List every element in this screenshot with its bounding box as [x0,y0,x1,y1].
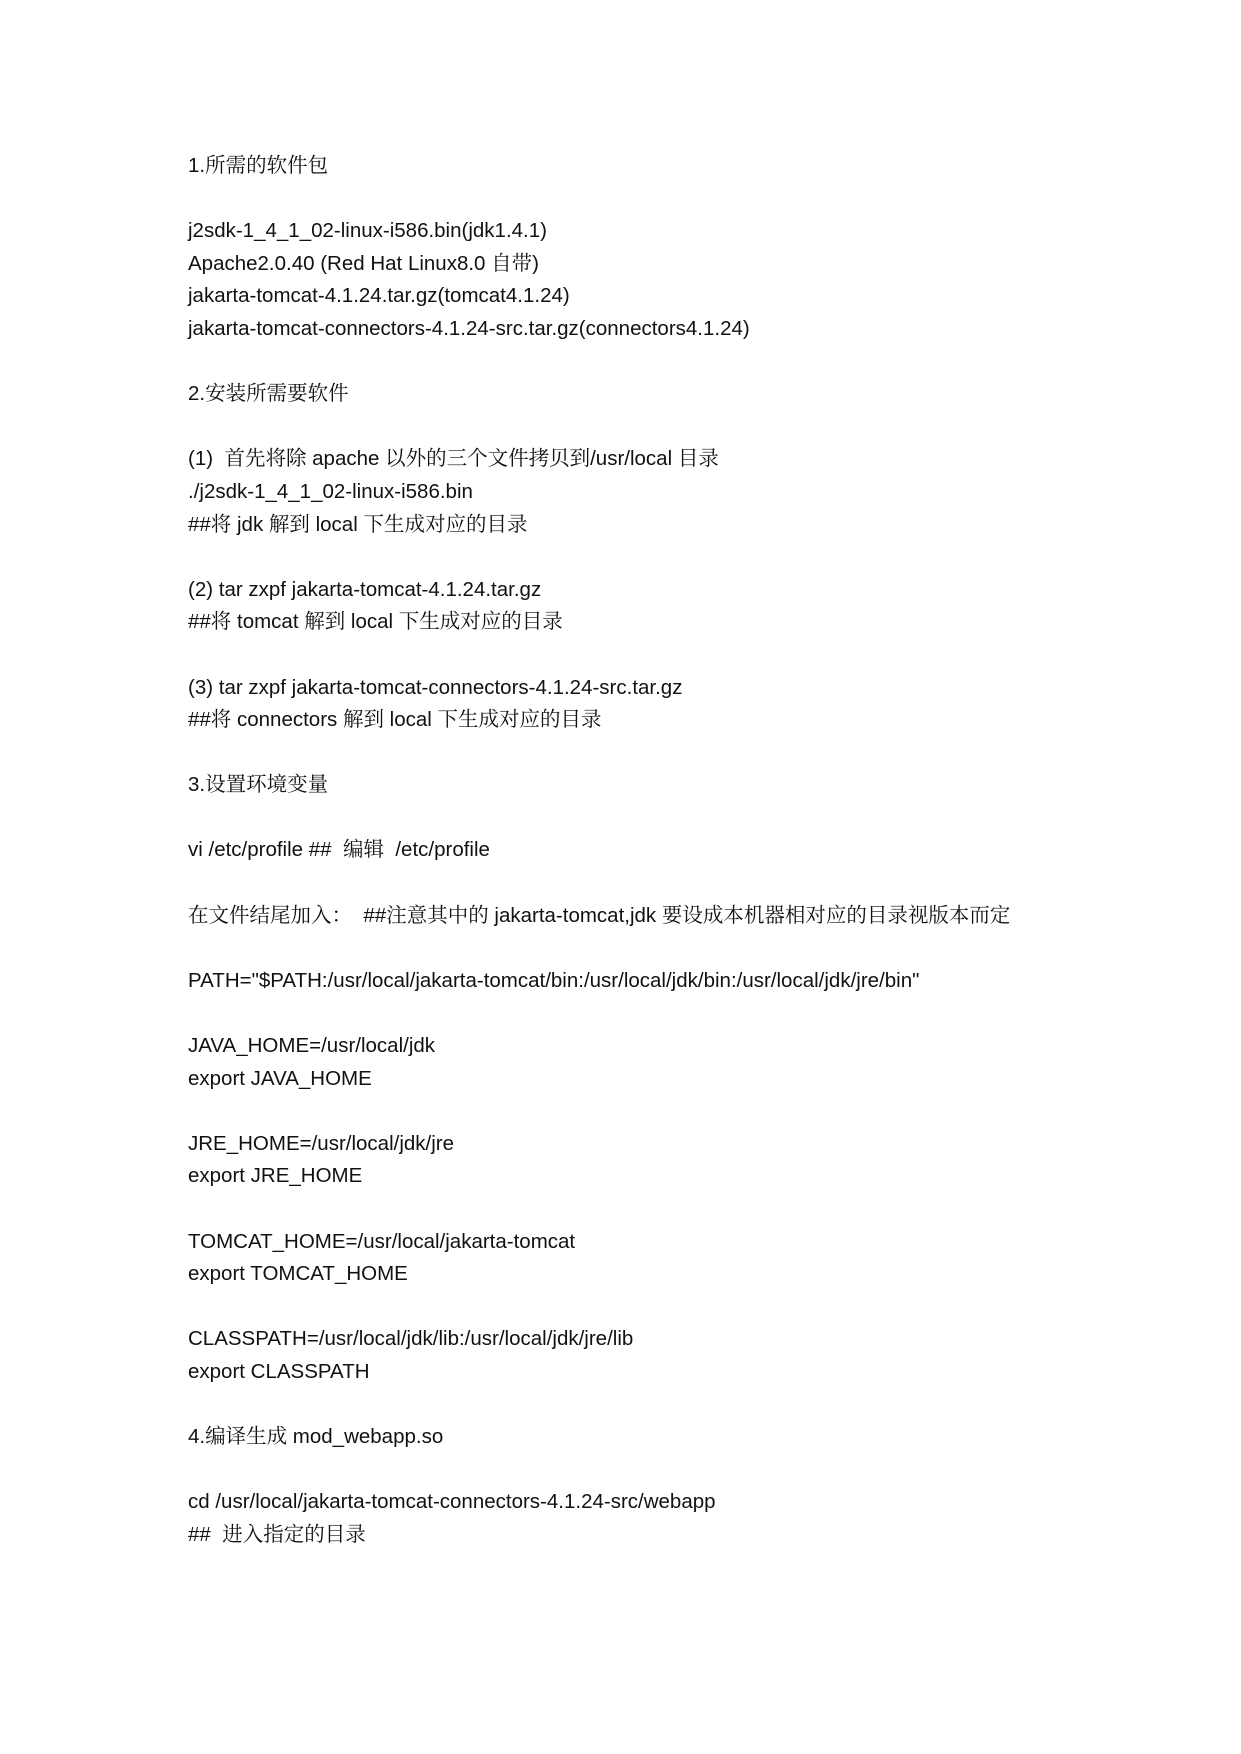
text-line: 1.所需的软件包 [188,154,329,177]
document-body [188,150,1148,1552]
blank-line [188,346,1148,379]
text-line: JRE_HOME=/usr/local/jdk/jre [188,1131,455,1155]
blank-line [188,541,1148,574]
text-line: (3) tar zxpf jakarta-tomcat-connectors-4.1.24-src.tar.gz [188,675,683,699]
blank-line [188,1193,1148,1226]
text-line: export TOMCAT_HOME [188,1262,408,1286]
text-line: 2.安装所需要软件 [188,382,349,406]
blank-line [188,932,1148,965]
text-line: cd /usr/local/jakarta-tomcat-connectors-4.1.24-src/webapp [188,1490,716,1514]
blank-line [188,997,1148,1030]
blank-line [188,1454,1148,1487]
blank-line [188,1389,1148,1422]
text-line: vi /etc/profile ## 编辑 /etc/profile [188,838,490,862]
text-line: ##将 jdk 解到 local 下生成对应的目录 [188,512,528,536]
text-line: 3.设置环境变量 [188,773,329,797]
blank-line [188,639,1148,672]
text-line: JAVA_HOME=/usr/local/jdk [188,1034,436,1058]
text-line: jakarta-tomcat-4.1.24.tar.gz(tomcat4.1.24) [188,284,570,308]
text-line: ## 进入指定的目录 [188,1522,366,1546]
text-line: 4.编译生成 mod_webapp.so [188,1425,444,1449]
text-line: 在文件结尾加入： ##注意其中的 jakarta-tomcat,jdk 要设成本机器相对应的目录视版本而定 [188,903,1011,927]
text-line: jakarta-tomcat-connectors-4.1.24-src.tar.gz(connectors4.1.24) [188,316,750,340]
text-line: ##将 tomcat 解到 local 下生成对应的目录 [188,610,563,634]
text-line: export JAVA_HOME [188,1066,372,1090]
text-line: j2sdk-1_4_1_02-linux-i586.bin(jdk1.4.1) [188,219,547,243]
text-line: ./j2sdk-1_4_1_02-linux-i586.bin [188,479,473,503]
text-line: export CLASSPATH [188,1359,370,1383]
blank-line [188,411,1148,444]
blank-line [188,867,1148,900]
blank-line [188,1291,1148,1324]
blank-line [188,737,1148,770]
text-line: PATH="$PATH:/usr/local/jakarta-tomcat/bin:/usr/local/jdk/bin:/usr/local/jdk/jre/bin" [188,968,920,992]
text-line: export JRE_HOME [188,1164,363,1188]
blank-line [188,1095,1148,1128]
blank-line [188,802,1148,835]
text-line: ##将 connectors 解到 local 下生成对应的目录 [188,708,602,732]
text-line: TOMCAT_HOME=/usr/local/jakarta-tomcat [188,1229,576,1253]
text-line: CLASSPATH=/usr/local/jdk/lib:/usr/local/jdk/jre/lib [188,1327,634,1351]
blank-line [188,183,1148,216]
text-line: (1) 首先将除 apache 以外的三个文件拷贝到/usr/local 目录 [188,447,719,471]
text-line: (2) tar zxpf jakarta-tomcat-4.1.24.tar.gz [188,577,542,601]
text-line: Apache2.0.40 (Red Hat Linux8.0 自带) [188,251,539,275]
